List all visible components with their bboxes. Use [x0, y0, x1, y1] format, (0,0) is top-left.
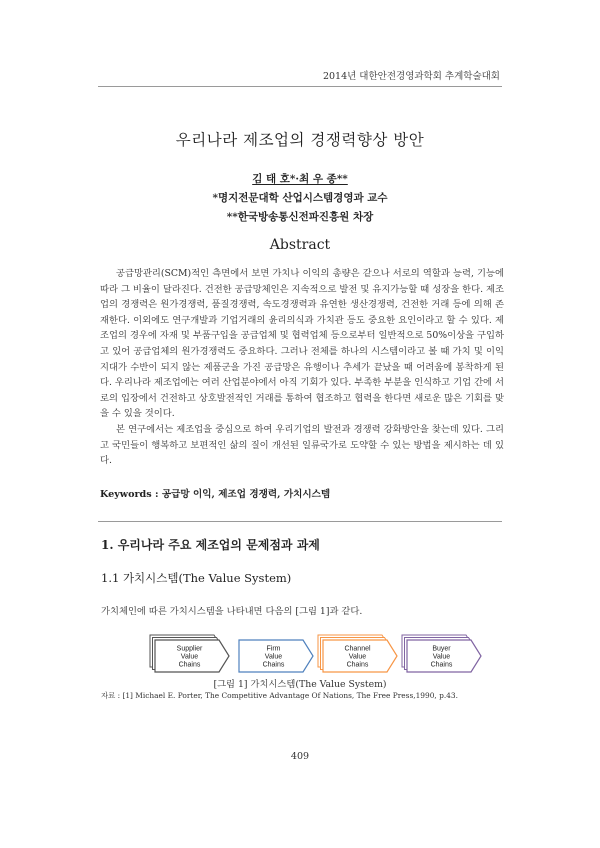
- keywords: [100, 486, 330, 500]
- author-names: 김 태 호*·최 우 종**: [252, 173, 348, 185]
- paper-title: 우리나라 제조업의 경쟁력향상 방안: [175, 131, 425, 149]
- subsection-heading: 1.1 가치시스템(The Value System): [101, 571, 292, 585]
- abstract-body: [100, 266, 504, 469]
- value-chain-box-2: [318, 635, 397, 672]
- author-affiliation-1: *명지전문대학 산업시스템경영과 교수: [212, 192, 388, 204]
- running-head: 2014년 대한안전경영과학회 추계학술대회: [322, 71, 500, 82]
- keywords-label: Keywords :: [100, 489, 162, 500]
- section-body-text: 가치체인에 따른 가치시스템을 나타내면 다음의 [그림 1]과 같다.: [101, 606, 363, 617]
- value-chain-box-3: [402, 635, 481, 672]
- page-number: 409: [290, 751, 310, 762]
- author-block: [98, 170, 502, 227]
- value-chain-label: Channel Value Chains: [344, 645, 371, 669]
- section-rule: [98, 521, 502, 522]
- value-chain-label: Firm Value Chains: [262, 645, 285, 669]
- value-chain-box-0: [150, 635, 229, 672]
- figure-source: 자료 : [1] Michael E. Porter, The Competitive Advantage Of Nations, The Free Press,1990, p.43.: [101, 691, 458, 700]
- value-chain-box-1: [239, 640, 313, 672]
- value-chain-label: Supplier Value Chains: [176, 645, 203, 669]
- abstract-paragraph-1: 공급망관리(SCM)적인 측면에서 보면 가치나 이익의 총량은 같으나 서로의 역할과 능력, 기능에 따라 그 비율이 달라진다. 건전한 공급망체인은 지속적으로 발전 및 유지가능할 때 성장을 한다. 제조업의 경쟁력은 원가경쟁력, 품질경쟁력, 속도경쟁력과 유연한 생산경쟁력, 건전한 거래 등에 의해 존재한다. 이외에도 연구개발과 기업거래의 윤리의식과 가치관 등도 중요한 요인이라고 할 수 있다. 제조업의 경우에 자재 및 부품구입을 공급업체 및 협력업체 등으로부터 일반적으로 50%이상을 구입하고 있어 공급업체의 원가경쟁력도 중요하다. 그러나 전체를 하나의 시스템이라고 볼 때 가치 및 이익지대가 수반이 되지 않는 제품군을 가진 공급망은 유행이나 추세가 끝났을 때 어려움에 봉착하게 된다. 우리나라 제조업에는 여러 산업분야에서 아직 기회가 있다. 부족한 부분을 인식하고 기업 간에 서로의 입장에서 건전하고 상호발전적인 거래를 통하여 협조하고 협력을 한다면 새로운 많은 기회를 맞을 수 있을 것이다.: [100, 268, 504, 420]
- header-rule: [98, 86, 502, 87]
- value-system-diagram: [152, 634, 453, 676]
- figure-caption: [그림 1] 가치시스템(The Value System): [213, 679, 387, 690]
- value-chain-label: Buyer Value Chains: [430, 645, 453, 669]
- section-heading: 1. 우리나라 주요 제조업의 문제점과 과제: [101, 538, 320, 552]
- abstract-heading: Abstract: [269, 237, 331, 253]
- keywords-value: 공급망 이익, 제조업 경쟁력, 가치시스템: [161, 489, 331, 500]
- author-affiliation-2: **한국방송통신전파진흥원 차장: [226, 211, 374, 223]
- abstract-paragraph-2: 본 연구에서는 제조업을 중심으로 하여 우리기업의 발전과 경쟁력 강화방안을 찾는데 있다. 그리고 국민들이 행복하고 보편적인 삶의 질이 개선된 일류국가로 도약할 수 있는 방법을 제시하는 데 있다.: [100, 423, 504, 467]
